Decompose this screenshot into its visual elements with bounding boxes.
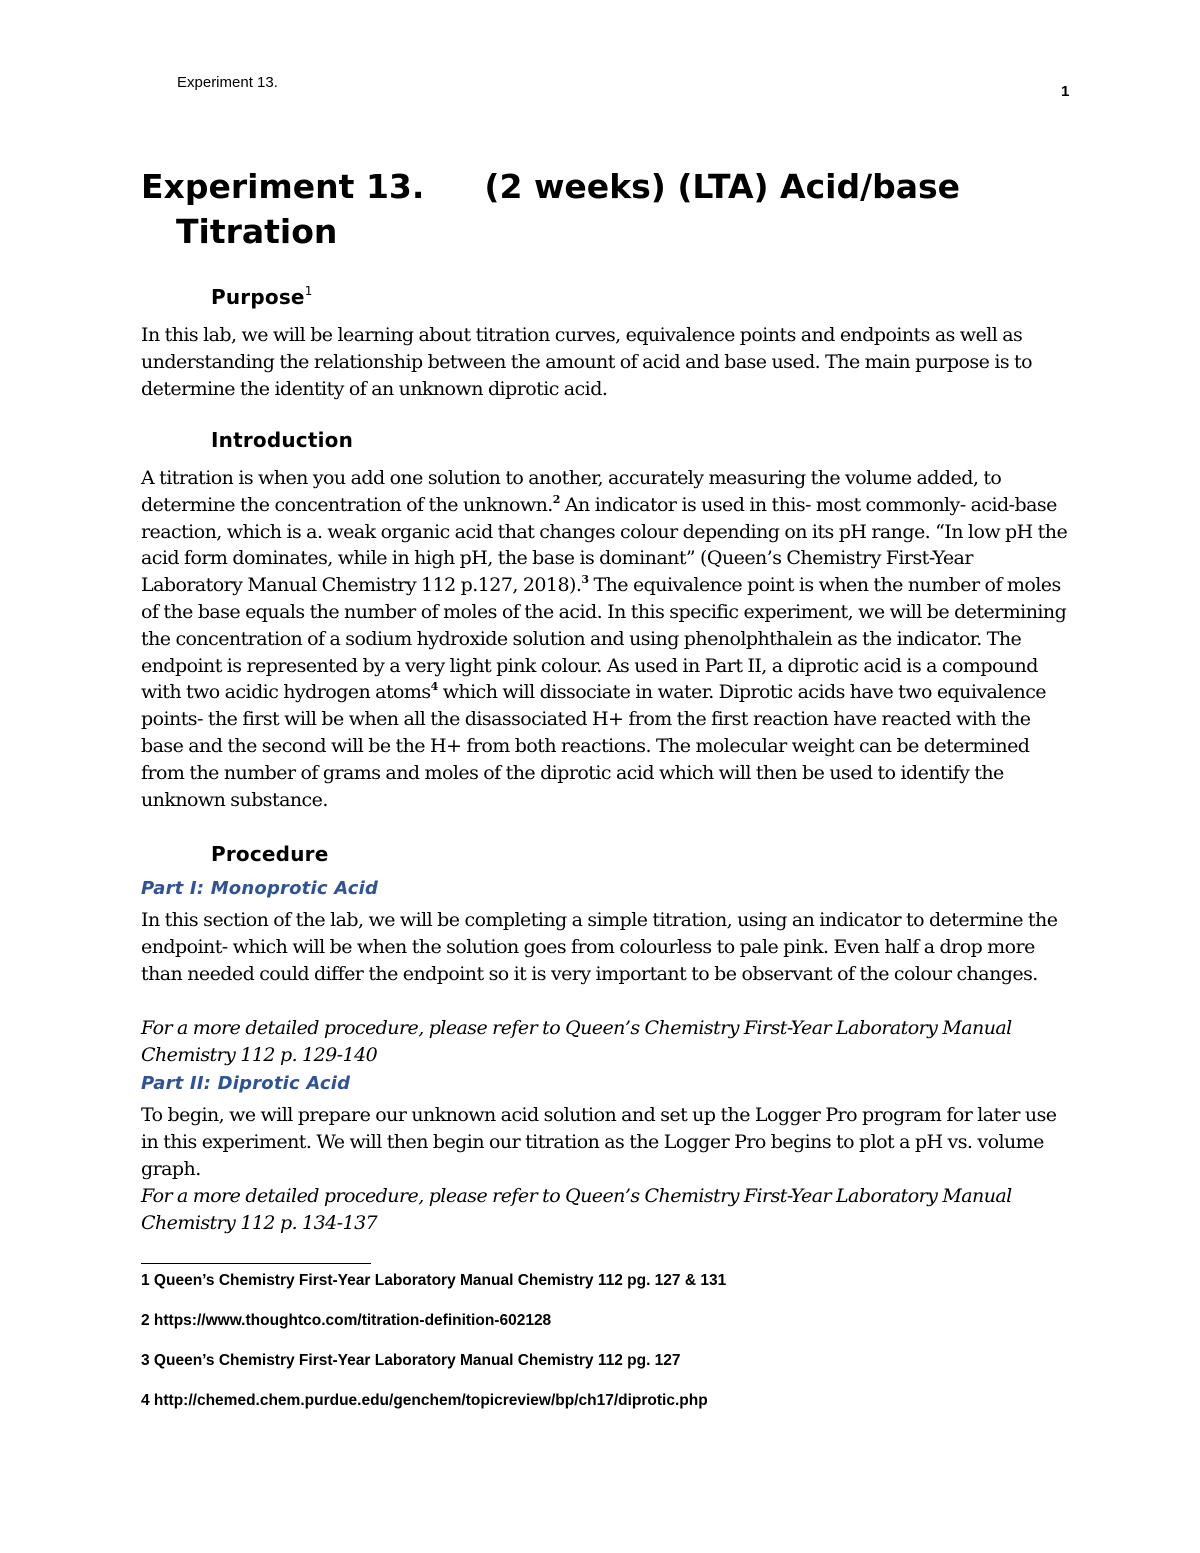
- footnote-ref-2: 2: [552, 492, 560, 506]
- purpose-heading: [211, 284, 313, 309]
- footnote-1: 1 Queen’s Chemistry First-Year Laboratory Manual Chemistry 112 pg. 127 & 131: [141, 1272, 727, 1289]
- purpose-paragraph: In this lab, we will be learning about titration curves, equivalence points and endpoints as well as understanding the relationship between the amount of acid and base used. The main purpose is to determine the identity of an unknown diprotic acid.: [141, 324, 1033, 400]
- footnote-ref-4: 4: [430, 680, 438, 694]
- footnote-ref-3: 3: [581, 573, 589, 587]
- procedure-heading: Procedure: [211, 842, 329, 866]
- footnote-2: 2 https://www.thoughtco.com/titration-definition-602128: [141, 1312, 552, 1329]
- purpose-footnote-ref: 1: [304, 284, 313, 298]
- running-header: Experiment 13.: [177, 74, 278, 91]
- page-number: 1: [1061, 83, 1070, 100]
- part1-reference: For a more detailed procedure, please refer to Queen’s Chemistry First-Year Laboratory Manual Chemistry 112 p. 129-140: [141, 1017, 1012, 1066]
- purpose-heading-text: Purpose: [211, 285, 305, 309]
- footnote-3: 3 Queen’s Chemistry First-Year Laboratory Manual Chemistry 112 pg. 127: [141, 1352, 681, 1369]
- title-line-2: Titration: [176, 212, 338, 251]
- introduction-paragraph: [141, 465, 1071, 813]
- part2-paragraph: To begin, we will prepare our unknown acid solution and set up the Logger Pro program for later use in this experiment. We will then begin our titration as the Logger Pro begins to plot a pH vs. volume graph.: [141, 1104, 1057, 1180]
- footnote-4: 4 http://chemed.chem.purdue.edu/genchem/topicreview/bp/ch17/diprotic.php: [141, 1392, 708, 1409]
- title-part-1: Experiment 13.: [141, 167, 425, 206]
- part1-subheading: Part I: Monoprotic Acid: [141, 878, 379, 899]
- part2-reference: For a more detailed procedure, please refer to Queen’s Chemistry First-Year Laboratory Manual Chemistry 112 p. 134-137: [141, 1185, 1012, 1234]
- intro-text-4: which will dissociate in water. Diprotic acids have two equivalence points- the first will be when all the disassociated H+ from the first reaction have reacted with the base and the second will be the H+ from both reactions. The molecular weight can be determined from the number of grams and moles of the diprotic acid which will then be used to identify the unknown substance.: [141, 681, 1046, 811]
- introduction-heading: Introduction: [211, 428, 354, 452]
- title-part-2: (2 weeks) (LTA) Acid/base: [484, 167, 961, 206]
- intro-text-3: The equivalence point is when the number of moles of the base equals the number of moles of the acid. In this specific experiment, we will be determining the concentration of a sodium hydroxide solution and using phenolphthalein as the indicator. The endpoint is represented by a very light pink colour. As used in Part II, a diprotic acid is a compound with two acidic hydrogen atoms: [141, 574, 1067, 704]
- intro-text-1: A titration is when you add one solution to another, accurately measuring the volume added, to determine the concentration of the unknown.: [141, 467, 1002, 516]
- footnote-separator: [141, 1263, 371, 1264]
- document-title: [141, 164, 960, 254]
- part2-subheading: Part II: Diprotic Acid: [141, 1073, 351, 1094]
- part1-paragraph: In this section of the lab, we will be completing a simple titration, using an indicator to determine the endpoint- which will be when the solution goes from colourless to pale pink. Even half a drop more than needed could differ the endpoint so it is very important to be observant of the colour changes.: [141, 909, 1058, 985]
- intro-text-2: An indicator is used in this- most commonly- acid-base reaction, which is a. weak organic acid that changes colour depending on its pH range. “In low pH the acid form dominates, while in high pH, the base is dominant” (Queen’s Chemistry First-Year Laboratory Manual Chemistry 112 p.127, 2018).: [141, 493, 1068, 597]
